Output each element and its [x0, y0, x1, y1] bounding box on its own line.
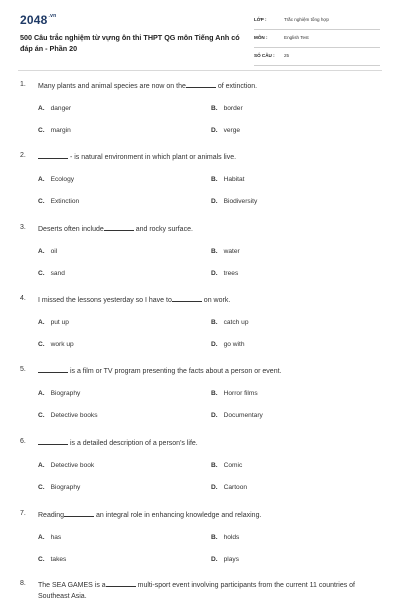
meta-value: Trắc nghiệm tổng hợp: [284, 17, 329, 22]
question-number: 4.: [20, 295, 26, 302]
question-text-part: I missed the lessons yesterday so I have to: [38, 297, 172, 304]
answer-blank: [106, 580, 136, 587]
question-text: [38, 510, 374, 521]
option-c[interactable]: [38, 556, 66, 563]
question-text-part: and rocky surface.: [133, 226, 193, 233]
option-b[interactable]: [211, 248, 240, 255]
option-b[interactable]: [211, 105, 243, 112]
meta-row-subject: [254, 32, 380, 48]
option-letter: D.: [211, 341, 218, 348]
option-d[interactable]: [211, 412, 263, 419]
option-letter: C.: [38, 127, 45, 134]
header-divider: [18, 70, 382, 71]
answer-blank: [38, 438, 68, 445]
logo-suffix: .vn: [48, 13, 57, 19]
option-text: Ecology: [50, 176, 75, 183]
answer-blank: [64, 510, 94, 517]
option-d[interactable]: [211, 556, 239, 563]
meta-value: 25: [284, 53, 290, 58]
option-letter: C.: [38, 198, 45, 205]
question-number: 8.: [20, 580, 26, 587]
option-letter: C.: [38, 484, 45, 491]
question-text: [38, 438, 374, 449]
option-letter: A.: [38, 176, 45, 183]
option-d[interactable]: [211, 198, 257, 205]
option-letter: A.: [38, 105, 45, 112]
option-text: oil: [50, 248, 58, 255]
option-letter: D.: [211, 484, 218, 491]
answer-blank: [172, 295, 202, 302]
option-text: Detective book: [50, 462, 95, 469]
option-b[interactable]: [211, 176, 245, 183]
option-b[interactable]: [211, 390, 258, 397]
option-a[interactable]: [38, 319, 69, 326]
option-text: work up: [50, 341, 74, 348]
meta-value: English Test: [284, 35, 309, 40]
option-letter: A.: [38, 319, 45, 326]
option-a[interactable]: [38, 534, 61, 541]
question-number: 6.: [20, 438, 26, 445]
option-b[interactable]: [211, 319, 249, 326]
option-letter: B.: [211, 176, 218, 183]
meta-label: SỐ CÂU :: [254, 53, 275, 58]
question-text-part: - is natural environment in which plant or animals live.: [68, 154, 237, 161]
option-a[interactable]: [38, 105, 71, 112]
option-letter: C.: [38, 270, 45, 277]
question-text-part: an integral role in enhancing knowledge and relaxing.: [94, 512, 262, 519]
question-text: [38, 81, 374, 92]
option-text: Biodiversity: [223, 198, 258, 205]
option-letter: A.: [38, 390, 45, 397]
option-a[interactable]: [38, 248, 57, 255]
option-text: Documentary: [223, 412, 263, 419]
question-number: 5.: [20, 366, 26, 373]
option-d[interactable]: [211, 341, 245, 348]
option-text: put up: [50, 319, 69, 326]
answer-blank: [186, 81, 216, 88]
option-d[interactable]: [211, 127, 240, 134]
option-text: go with: [223, 341, 245, 348]
option-a[interactable]: [38, 462, 94, 469]
question-text-part: The SEA GAMES is a: [38, 582, 106, 589]
question-number: 7.: [20, 510, 26, 517]
question-text: [38, 152, 374, 163]
option-letter: D.: [211, 270, 218, 277]
option-text: Cartoon: [223, 484, 248, 491]
option-text: Horror films: [223, 390, 258, 397]
option-letter: B.: [211, 390, 218, 397]
document-meta: [254, 14, 380, 68]
question-number: 1.: [20, 81, 26, 88]
option-text: catch up: [223, 319, 249, 326]
question-text-part: Many plants and animal species are now on the: [38, 83, 186, 90]
option-text: Extinction: [50, 198, 80, 205]
option-c[interactable]: [38, 270, 65, 277]
question-text: [38, 224, 374, 235]
option-letter: B.: [211, 534, 218, 541]
option-b[interactable]: [211, 462, 242, 469]
option-text: plays: [223, 556, 239, 563]
question-number: 2.: [20, 152, 26, 159]
option-letter: D.: [211, 127, 218, 134]
option-d[interactable]: [211, 270, 238, 277]
option-c[interactable]: [38, 484, 80, 491]
option-text: holds: [223, 534, 240, 541]
option-letter: C.: [38, 556, 45, 563]
option-letter: A.: [38, 248, 45, 255]
option-c[interactable]: [38, 341, 74, 348]
option-text: Comic: [223, 462, 243, 469]
option-text: verge: [223, 127, 241, 134]
logo-number: 2048: [20, 13, 48, 27]
option-text: takes: [50, 556, 67, 563]
option-text: border: [223, 105, 243, 112]
question-text: [38, 580, 374, 602]
document-header: [0, 0, 400, 70]
option-letter: A.: [38, 462, 45, 469]
option-letter: D.: [211, 198, 218, 205]
option-text: sand: [50, 270, 65, 277]
option-letter: D.: [211, 412, 218, 419]
answer-blank: [38, 152, 68, 159]
question-number: 3.: [20, 224, 26, 231]
answer-blank: [38, 366, 68, 373]
meta-row-count: [254, 50, 380, 66]
option-c[interactable]: [38, 412, 98, 419]
question-text-part: of extinction.: [215, 83, 258, 90]
option-letter: A.: [38, 534, 45, 541]
document-title: 500 Câu trắc nghiệm từ vựng ôn thi THPT QG môn Tiếng Anh có đáp án - Phần 20: [20, 33, 240, 53]
option-letter: B.: [211, 462, 218, 469]
option-text: Detective books: [50, 412, 98, 419]
question-text: [38, 366, 374, 377]
question-text-part: is a film or TV program presenting the facts about a person or event.: [68, 368, 282, 375]
option-c[interactable]: [38, 127, 71, 134]
option-a[interactable]: [38, 390, 80, 397]
option-text: has: [50, 534, 62, 541]
option-text: trees: [223, 270, 239, 277]
meta-row-class: [254, 14, 380, 30]
meta-label: MÔN :: [254, 35, 268, 40]
option-letter: B.: [211, 319, 218, 326]
site-logo[interactable]: [20, 13, 56, 27]
question-text: [38, 295, 374, 306]
option-c[interactable]: [38, 198, 79, 205]
option-letter: B.: [211, 105, 218, 112]
option-text: Habitat: [223, 176, 245, 183]
question-text-part: Deserts often include: [38, 226, 104, 233]
meta-label: LỚP :: [254, 17, 267, 22]
option-text: water: [223, 248, 240, 255]
question-text-part: Reading: [38, 512, 65, 519]
answer-blank: [104, 224, 134, 231]
option-text: danger: [50, 105, 72, 112]
option-letter: B.: [211, 248, 218, 255]
option-letter: C.: [38, 412, 45, 419]
option-b[interactable]: [211, 534, 239, 541]
question-text-part: on work.: [201, 297, 231, 304]
option-d[interactable]: [211, 484, 247, 491]
option-a[interactable]: [38, 176, 74, 183]
option-letter: D.: [211, 556, 218, 563]
question-text-part: multi-sport event involving participants from the current 11 countries of Southeast Asia.: [38, 582, 356, 600]
option-text: Biography: [50, 390, 81, 397]
option-text: margin: [50, 127, 71, 134]
question-text-part: is a detailed description of a person's life.: [68, 440, 198, 447]
option-letter: C.: [38, 341, 45, 348]
option-text: Biography: [50, 484, 81, 491]
